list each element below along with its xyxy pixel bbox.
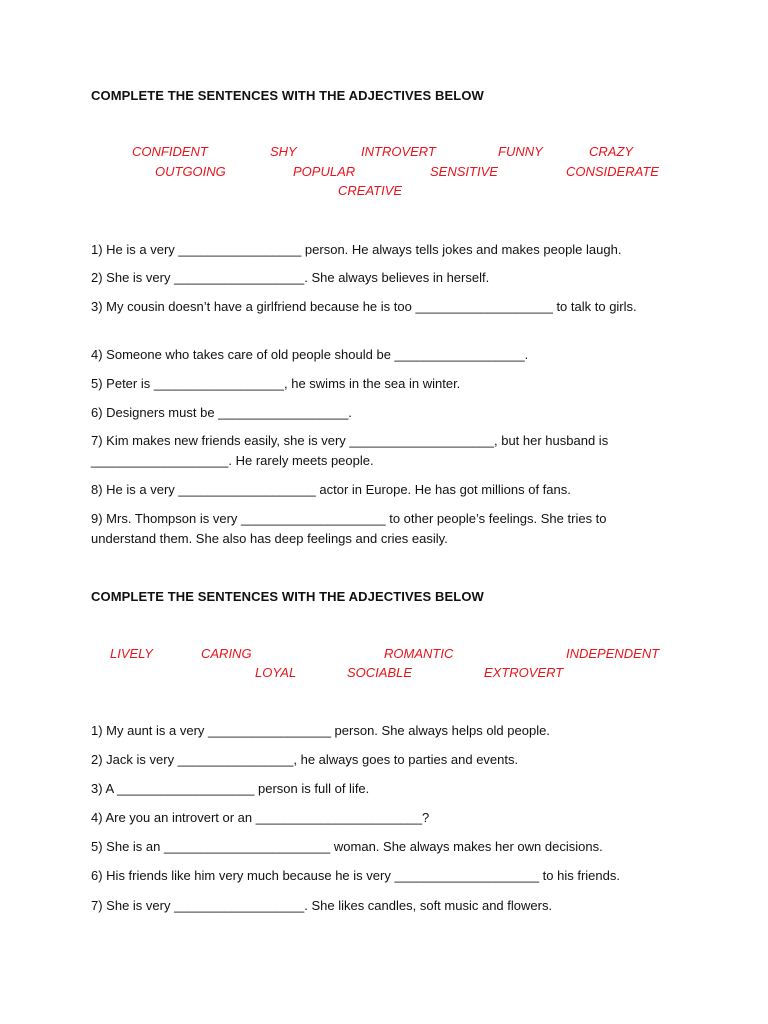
word-crazy: CRAZY: [589, 144, 634, 159]
section2-sentence-1: 1) My aunt is a very _________________ person. She always helps old people.: [91, 723, 550, 738]
word-confident: CONFIDENT: [132, 144, 208, 159]
section2-sentence-3: 3) A ___________________ person is full of life.: [91, 781, 370, 796]
word-independent: INDEPENDENT: [566, 646, 660, 661]
section2-sentence-4: 4) Are you an introvert or an _______________________?: [91, 810, 430, 825]
section1-sentence-1: 1) He is a very _________________ person. He always tells jokes and makes people laugh.: [91, 242, 622, 257]
word-outgoing: OUTGOING: [155, 164, 226, 179]
section2-sentence-5: 5) She is an _______________________ woman. She always makes her own decisions.: [91, 839, 603, 854]
section2-sentence-7: 7) She is very __________________. She likes candles, soft music and flowers.: [91, 898, 553, 913]
word-introvert: INTROVERT: [361, 144, 436, 159]
section1-sentence-6: 6) Designers must be __________________.: [91, 405, 352, 420]
section1-sentence-8: 8) He is a very ___________________ actor in Europe. He has got millions of fans.: [91, 482, 571, 497]
section1-sentence-2: 2) She is very __________________. She always believes in herself.: [91, 270, 490, 285]
section2-heading: COMPLETE THE SENTENCES WITH THE ADJECTIVES BELOW: [91, 589, 484, 604]
section1-heading: COMPLETE THE SENTENCES WITH THE ADJECTIVES BELOW: [91, 88, 484, 103]
word-considerate: CONSIDERATE: [566, 164, 659, 179]
word-sociable: SOCIABLE: [347, 665, 413, 680]
section1-sentence-9: 9) Mrs. Thompson is very ____________________ to other people’s feelings. She tries to understand them. She also has deep feelings and cries easily.: [91, 511, 607, 546]
word-caring: CARING: [201, 646, 252, 661]
section1-sentence-7: 7) Kim makes new friends easily, she is very ____________________, but her husband is ___________________. He rarely meets people.: [91, 433, 609, 468]
word-loyal: LOYAL: [255, 665, 297, 680]
word-funny: FUNNY: [498, 144, 543, 159]
word-shy: SHY: [270, 144, 297, 159]
section2-sentence-2: 2) Jack is very ________________, he always goes to parties and events.: [91, 752, 519, 767]
word-romantic: ROMANTIC: [384, 646, 454, 661]
section1-sentence-4: 4) Someone who takes care of old people should be __________________.: [91, 347, 529, 362]
word-popular: POPULAR: [293, 164, 356, 179]
section1-sentence-3: 3) My cousin doesn’t have a girlfriend because he is too ___________________ to talk to girls.: [91, 299, 637, 314]
word-lively: LIVELY: [110, 646, 153, 661]
word-creative: CREATIVE: [338, 183, 403, 198]
word-extrovert: EXTROVERT: [484, 665, 564, 680]
section2-sentence-6: 6) His friends like him very much because he is very ____________________ to his friends.: [91, 868, 620, 883]
word-sensitive: SENSITIVE: [430, 164, 498, 179]
section1-sentence-5: 5) Peter is __________________, he swims in the sea in winter.: [91, 376, 461, 391]
